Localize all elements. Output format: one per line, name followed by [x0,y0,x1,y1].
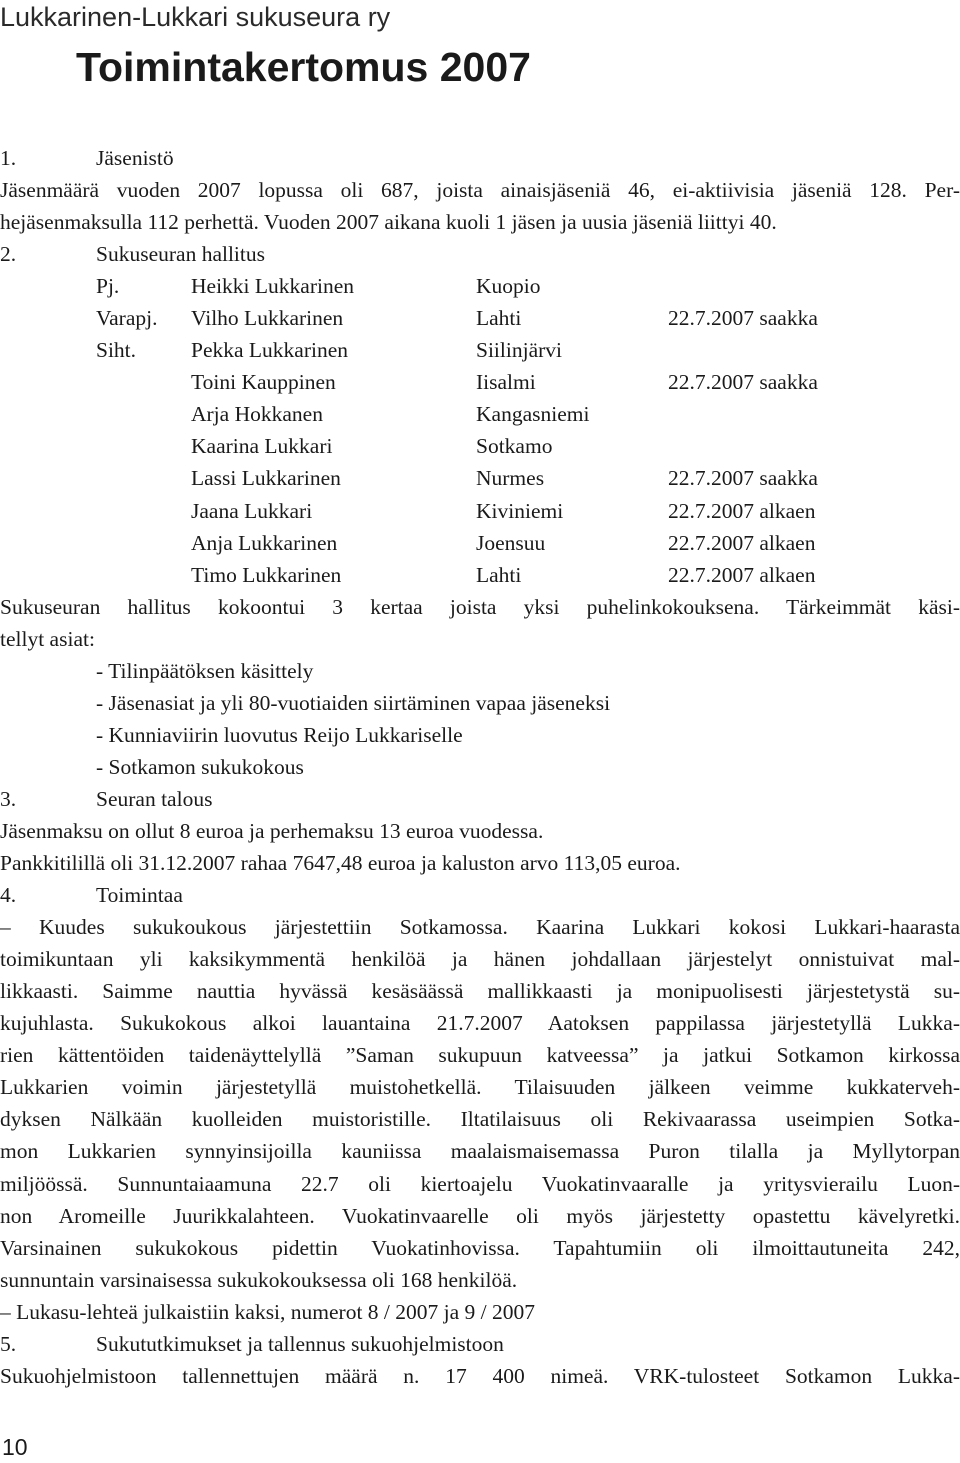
section-heading-finances [0,783,960,815]
paragraph-line: hejäsenmaksulla 112 perhettä. Vuoden 2007 aikana kuoli 1 jäsen ja uusia jäseniä liittyi 40. [0,210,777,235]
board-member-town: Kangasniemi [476,402,590,427]
table-row [0,495,960,527]
paragraph-line: miljöössä. Sunnuntaiaamuna 22.7 oli kiertoajelu Vuokatinvaaralle ja yritysvierailu Luon- [0,1171,960,1196]
section-number: 5. [0,1331,17,1356]
paragraph-line: dyksen Nälkään kuolleiden muistoristille. Iltatilaisuus oli Rekivaarassa useimpien Sotka- [0,1107,960,1132]
section-heading-board [0,238,960,270]
section-title: Sukuseuran hallitus [96,242,265,267]
board-member-name: Arja Hokkanen [191,402,323,427]
paragraph-line: Sukuseuran hallitus kokoontui 3 kertaa joista yksi puhelinkokouksena. Tärkeimmät käsi- [0,594,960,619]
table-row [0,527,960,559]
board-member-town: Kuopio [476,274,541,299]
board-member-name: Toini Kauppinen [191,370,336,395]
paragraph-line: kujuhlasta. Sukukokous alkoi lauantaina 21.7.2007 Aatoksen pappilassa järjestetyllä Lukka- [0,1011,960,1036]
paragraph-line: Jäsenmaksu on ollut 8 euroa ja perhemaksu 13 euroa vuodessa. [0,818,544,843]
page-number: 10 [2,1434,28,1460]
list-item: - Kunniaviirin luovutus Reijo Lukkariselle [96,722,463,747]
section-title: Toimintaa [96,883,183,908]
document-body [0,142,960,1392]
table-row [0,430,960,462]
section-number: 2. [0,242,17,267]
section-number: 1. [0,146,17,170]
board-role: Pj. [96,274,120,299]
table-row [0,559,960,591]
table-row [0,462,960,494]
board-member-name: Heikki Lukkarinen [191,274,354,299]
board-member-town: Sotkamo [476,434,553,459]
section-heading-genealogy [0,1328,960,1360]
table-row [0,302,960,334]
board-member-town: Lahti [476,562,522,587]
paragraph-line: sunnuntain varsinaisessa sukukokouksessa oli 168 henkilöä. [0,1267,518,1292]
paragraph-line: Varsinainen sukukokous pidettin Vuokatinhovissa. Tapahtumiin oli ilmoittautuneita 242, [0,1235,960,1260]
list-item: - Tilinpäätöksen käsittely [96,658,314,683]
board-member-name: Kaarina Lukkari [191,434,333,459]
paragraph-line: non Aromeille Juurikkalahteen. Vuokatinvaarelle oli myös järjestetty opastettu kävelyretki. [0,1203,960,1228]
table-row [0,334,960,366]
list-item: - Jäsenasiat ja yli 80-vuotiaiden siirtäminen vapaa jäseneksi [96,690,611,715]
board-member-town: Lahti [476,306,522,331]
board-table [0,270,960,590]
document-title: Toimintakertomus 2007 [76,44,531,90]
paragraph-line: likkaasti. Saimme nauttia hyvässä kesäsäässä mallikkaasti ja monipuolisesti järjestetystä su- [0,979,960,1004]
list-item: - Sotkamon sukukokous [96,754,304,779]
table-row [0,366,960,398]
board-term-note: 22.7.2007 alkaen [668,562,816,587]
board-member-town: Joensuu [476,530,546,555]
board-member-name: Jaana Lukkari [191,498,313,523]
board-role: Varapj. [96,306,158,331]
paragraph-line: Lukkarien voimin järjestetyllä muistohetkellä. Tilaisuuden jälkeen veimme kukkaterveh- [0,1075,960,1100]
board-member-town: Iisalmi [476,370,536,395]
board-term-note: 22.7.2007 alkaen [668,530,816,555]
paragraph-line: – Kuudes sukukoukous järjestettiin Sotkamossa. Kaarina Lukkari kokosi Lukkari-haarasta [0,915,960,940]
paragraph-line: Jäsenmäärä vuoden 2007 lopussa oli 687, joista ainaisjäseniä 46, ei-aktiivisia jäseniä 128. Per- [0,178,960,203]
board-term-note: 22.7.2007 alkaen [668,498,816,523]
board-member-name: Timo Lukkarinen [191,562,342,587]
board-member-name: Pekka Lukkarinen [191,338,349,363]
section-number: 4. [0,883,17,908]
board-member-town: Nurmes [476,466,545,491]
section-title: Seuran talous [96,786,213,811]
section-title: Jäsenistö [96,146,174,170]
paragraph-line: mon Lukkarien synnyinsijoilla kauniissa maalaismaisemassa Puron tilalla ja Myllytorpan [0,1139,960,1164]
board-role: Siht. [96,338,137,363]
section-heading-membership [0,142,960,174]
paragraph-line: – Lukasu-lehteä julkaistiin kaksi, numerot 8 / 2007 ja 9 / 2007 [0,1299,536,1324]
board-term-note: 22.7.2007 saakka [668,466,818,491]
board-term-note: 22.7.2007 saakka [668,306,818,331]
paragraph-line: toimikuntaan yli kaksikymmentä henkilöä ja hänen johdallaan järjestelyt onnistuivat mal- [0,947,960,972]
paragraph-line: Sukuohjelmistoon tallennettujen määrä n. 17 400 nimeä. VRK-tulosteet Sotkamon Lukka- [0,1363,960,1388]
section-title: Sukututkimukset ja tallennus sukuohjelmistoon [96,1331,504,1356]
paragraph-line: rien kättentöiden taidenäyttelyllä ”Saman sukupuun katveessa” ja jatkui Sotkamon kirkossa [0,1043,960,1068]
board-member-town: Kiviniemi [476,498,564,523]
board-term-note: 22.7.2007 saakka [668,370,818,395]
paragraph-line: Pankkitilillä oli 31.12.2007 rahaa 7647,48 euroa ja kaluston arvo 113,05 euroa. [0,851,681,876]
section-heading-activities [0,879,960,911]
section-number: 3. [0,786,17,811]
table-row [0,270,960,302]
board-member-name: Anja Lukkarinen [191,530,338,555]
board-member-town: Siilinjärvi [476,338,562,363]
table-row [0,398,960,430]
paragraph-line: tellyt asiat: [0,626,95,651]
board-member-name: Vilho Lukkarinen [191,306,344,331]
organization-name: Lukkarinen-Lukkari sukuseura ry [0,2,391,32]
board-member-name: Lassi Lukkarinen [191,466,341,491]
